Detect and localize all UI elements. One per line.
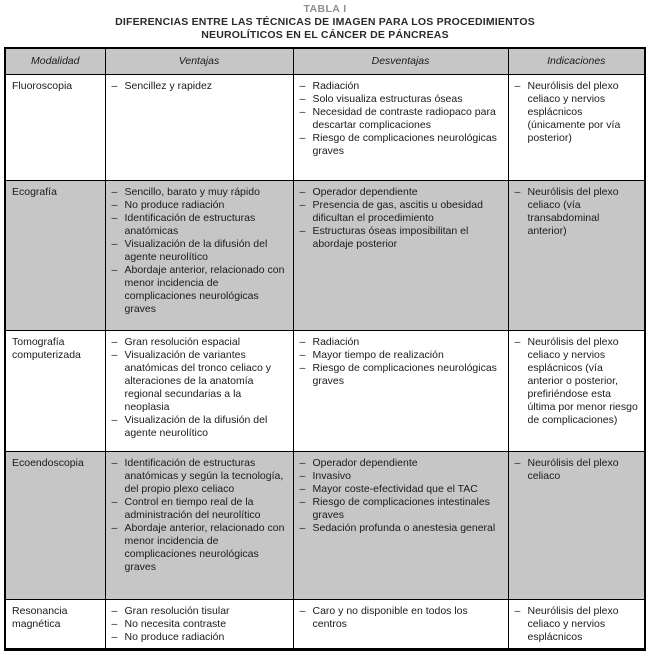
ventajas-list [112, 605, 287, 644]
bullet-item: – Visualización de variantes anatómicas del tronco celiaco y alteraciones de la anatomía regional secundarias a la neoplasia [112, 349, 287, 414]
table-body [5, 75, 645, 650]
bullet-item: – Invasivo [300, 470, 502, 483]
bullet-item: – Gran resolución tisular [112, 605, 287, 618]
title-line-1: DIFERENCIAS ENTRE LAS TÉCNICAS DE IMAGEN PARA LOS PROCEDIMIENTOS [115, 16, 535, 28]
title-block [0, 0, 650, 42]
modality-cell: Tomografía computerizada [5, 331, 105, 452]
ventajas-list [112, 186, 287, 316]
indicaciones-cell [508, 600, 645, 650]
desventajas-cell [293, 452, 508, 600]
desventajas-cell [293, 600, 508, 650]
table-row [5, 331, 645, 452]
bullet-item: – Visualización de la difusión del agente neurolítico [112, 238, 287, 264]
table-row [5, 181, 645, 331]
desventajas-cell [293, 331, 508, 452]
desventajas-list [300, 186, 502, 251]
indicaciones-list [515, 457, 639, 483]
bullet-item: – Solo visualiza estructuras óseas [300, 93, 502, 106]
bullet-item: – Gran resolución espacial [112, 336, 287, 349]
ventajas-list [112, 80, 287, 93]
table-label: TABLA I [303, 3, 347, 15]
indicaciones-list [515, 186, 639, 238]
ventajas-cell [105, 331, 293, 452]
ventajas-list [112, 336, 287, 440]
bullet-item: – Abordaje anterior, relacionado con menor incidencia de complicaciones neurológicas graves [112, 522, 287, 574]
bullet-item: – Caro y no disponible en todos los centros [300, 605, 502, 631]
bullet-item: – Operador dependiente [300, 457, 502, 470]
indicaciones-list [515, 605, 639, 644]
table-row [5, 452, 645, 600]
indicaciones-list [515, 336, 639, 427]
bullet-item: – Riesgo de complicaciones intestinales graves [300, 496, 502, 522]
ventajas-cell [105, 452, 293, 600]
bullet-item: – Radiación [300, 336, 502, 349]
bullet-item: – Sencillez y rapidez [112, 80, 287, 93]
desventajas-list [300, 80, 502, 158]
header-row [5, 48, 645, 75]
ventajas-list [112, 457, 287, 574]
bullet-item: – Sencillo, barato y muy rápido [112, 186, 287, 199]
bullet-item: – Abordaje anterior, relacionado con menor incidencia de complicaciones neurológicas graves [112, 264, 287, 316]
modality-cell: Ecografía [5, 181, 105, 331]
bullet-item: – Mayor tiempo de realización [300, 349, 502, 362]
table-row [5, 75, 645, 181]
indicaciones-list [515, 80, 639, 145]
indicaciones-cell [508, 75, 645, 181]
bullet-item: – Presencia de gas, ascitis u obesidad dificultan el procedimiento [300, 199, 502, 225]
bullet-item: – Identificación de estructuras anatómicas [112, 212, 287, 238]
indicaciones-cell [508, 181, 645, 331]
column-header-desventajas: Desventajas [293, 48, 508, 75]
bullet-item: – Riesgo de complicaciones neurológicas graves [300, 362, 502, 388]
bullet-item: – Identificación de estructuras anatómicas y según la tecnología, del propio plexo celiaco [112, 457, 287, 496]
desventajas-list [300, 605, 502, 631]
title-line-2: NEUROLÍTICOS EN EL CÁNCER DE PÁNCREAS [201, 29, 449, 41]
bullet-item: – Riesgo de complicaciones neurológicas graves [300, 132, 502, 158]
bullet-item: – Neurólisis del plexo celiaco y nervios esplácnicos (únicamente por vía posterior) [515, 80, 639, 145]
column-header-modalidad: Modalidad [5, 48, 105, 75]
indicaciones-cell [508, 452, 645, 600]
bullet-item: – Necesidad de contraste radiopaco para descartar complicaciones [300, 106, 502, 132]
bullet-item: – Estructuras óseas imposibilitan el abordaje posterior [300, 225, 502, 251]
ventajas-cell [105, 181, 293, 331]
bullet-item: – No produce radiación [112, 631, 287, 644]
comparison-table [4, 47, 646, 651]
bullet-item: – Mayor coste-efectividad que el TAC [300, 483, 502, 496]
table-row [5, 600, 645, 650]
ventajas-cell [105, 600, 293, 650]
bullet-item: – Neurólisis del plexo celiaco y nervios esplácnicos (vía anterior o posterior, prefiriéndose esta última por menor riesgo de complicaciones) [515, 336, 639, 427]
indicaciones-cell [508, 331, 645, 452]
table-header [5, 48, 645, 75]
column-header-indicaciones: Indicaciones [508, 48, 645, 75]
column-header-ventajas: Ventajas [105, 48, 293, 75]
bullet-item: – Radiación [300, 80, 502, 93]
bullet-item: – Control en tiempo real de la administración del neurolítico [112, 496, 287, 522]
bullet-item: – Sedación profunda o anestesia general [300, 522, 502, 535]
modality-cell: Resonancia magnética [5, 600, 105, 650]
bullet-item: – Neurólisis del plexo celiaco (vía transabdominal anterior) [515, 186, 639, 238]
modality-cell: Fluoroscopia [5, 75, 105, 181]
desventajas-list [300, 336, 502, 388]
bullet-item: – Neurólisis del plexo celiaco y nervios esplácnicos [515, 605, 639, 644]
bullet-item: – No produce radiación [112, 199, 287, 212]
bullet-item: – No necesita contraste [112, 618, 287, 631]
bullet-item: – Visualización de la difusión del agente neurolítico [112, 414, 287, 440]
bullet-item: – Operador dependiente [300, 186, 502, 199]
desventajas-cell [293, 181, 508, 331]
desventajas-cell [293, 75, 508, 181]
ventajas-cell [105, 75, 293, 181]
desventajas-list [300, 457, 502, 535]
modality-cell: Ecoendoscopia [5, 452, 105, 600]
bullet-item: – Neurólisis del plexo celiaco [515, 457, 639, 483]
